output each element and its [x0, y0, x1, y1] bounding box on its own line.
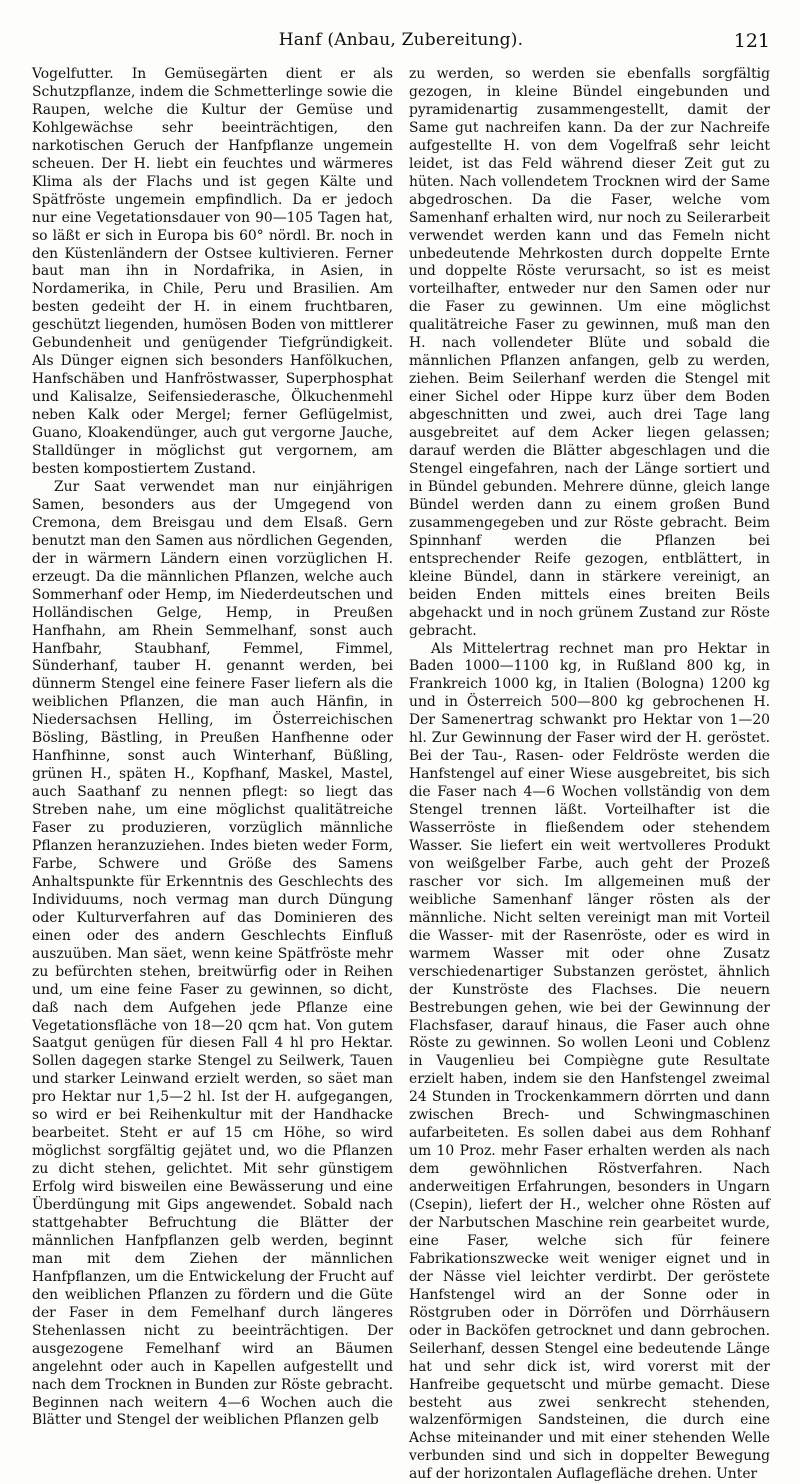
running-head: Hanf (Anbau, Zubereitung). [32, 30, 770, 50]
right-column [409, 66, 770, 1256]
page-number: 121 [734, 30, 770, 52]
paragraph: Zur Saat verwendet man nur einjährigen Samen, besonders aus der Umgegend von Cremona, dem Breisgau und dem Elsaß. Gern benutzt man den Samen aus nördlichen Gegenden, der in wärmern Ländern einen vorzüglichen H. erzeugt. Da die männlichen Pflanzen, welche auch Sommerhanf oder Hemp, im Niederdeutschen und Holländischen Gelge, Hemp, in Preußen Hanfhahn, am Rhein Semmelhanf, sonst auch Hanfbahr, Staubhanf, Femmel, Fimmel, Sünderhanf, tauber H. genannt werden, bei dünnerm Stengel eine feinere Faser liefern als die weiblichen Pflanzen, die man auch Hänfin, in Niedersachsen Helling, im Österreichischen Bösling, Bästling, in Preußen Hanfhenne oder Hanfhinne, sonst auch Winterhanf, Büßling, grünen H., späten H., Kopfhanf, Maskel, Mastel, auch Saathanf zu nennen pflegt: so liegt das Streben nahe, um eine möglichst qualitätreiche Faser zu produzieren, vorzüglich männliche Pflanzen heranzuziehen. Indes bieten weder Form, Farbe, Schwere und Größe des Samens Anhaltspunkte für Erkenntnis des Geschlechts des Individuums, noch vermag man durch Düngung oder Kulturverfahren auf das Dominieren des einen oder des andern Geschlechts Einfluß auszuüben. Man säet, wenn keine Spätfröste mehr zu befürchten stehen, breitwürfig oder in Reihen und, um eine feine Faser zu gewinnen, so dicht, daß nach dem Aufgehen jede Pflanze eine Vegetationsfläche von 18—20 qcm hat. Von gutem Saatgut genügen für diesen Fall 4 hl pro Hektar. Sollen dagegen starke Stengel zu Seilwerk, Tauen und starker Leinwand erzielt werden, so säet man pro Hektar nur 1,5—2 hl. Ist der H. aufgegangen, so wird er bei Reihenkultur mit der Handhacke bearbeitet. Steht er auf 15 cm Höhe, so wird möglichst sorgfältig gejätet und, wo die Pflanzen zu dicht stehen, gelichtet. Mit sehr günstigem Erfolg wird bisweilen eine Bewässerung und eine Überdüngung mit Gips angewendet. Sobald nach stattgehabter Befruchtung die Blätter der männlichen Hanfpflanzen gelb werden, beginnt man mit dem Ziehen der männlichen Hanfpflanzen, um die Entwickelung der Frucht auf den weiblichen Pflanzen zu fördern und die Güte der Faser in dem Femelhanf durch längeres Stehenlassen nicht zu beeinträchtigen. Der ausgezogene Femelhanf wird an Bäumen angelehnt oder auch in Kapellen aufgestellt und nach dem Trocknen in Bunden zur Röste gebracht. Beginnen nach weitern 4—6 Wochen auch die Blätter und Stengel der weiblichen Pflanzen gelb [32, 479, 393, 1431]
paragraph: Vogelfutter. In Gemüsegärten dient er als Schutzpflanze, indem die Schmetterlinge sowie die Raupen, welche die Kultur der Gemüse und Kohlgewächse sehr beeinträchtigen, den narkotischen Geruch der Hanfpflanze ungemein scheuen. Der H. liebt ein feuchtes und wärmeres Klima als der Flachs und ist gegen Kälte und Spätfröste ungemein empfindlich. Da er jedoch nur eine Vegetationsdauer von 90—105 Tagen hat, so läßt er sich in Europa bis 60° nördl. Br. noch in den Küstenländern der Ostsee kultivieren. Ferner baut man ihn in Nordafrika, in Asien, in Nordamerika, in Chile, Peru und Brasilien. Am besten gedeiht der H. in einem fruchtbaren, geschützt liegenden, humösen Boden von mittlerer Gebundenheit und genügender Tiefgründigkeit. Als Dünger eignen sich besonders Hanfölkuchen, Hanfschäben und Hanfröstwasser, Superphosphat und Kalisalze, Seifensiederasche, Ölkuchenmehl neben Kalk oder Mergel; ferner Geflügelmist, Guano, Kloakendünger, auch gut vergorne Jauche, Stalldünger in möglichst gut vergornem, am besten kompostiertem Zustand. [32, 66, 393, 479]
paragraph: Als Mittelertrag rechnet man pro Hektar in Baden 1000—1100 kg, in Rußland 800 kg, in Frankreich 1000 kg, in Italien (Bologna) 1200 kg und in Österreich 500—800 kg gebrochenen H. Der Samenertrag schwankt pro Hektar von 1—20 hl. Zur Gewinnung der Faser wird der H. geröstet. Bei der Tau-, Rasen- oder Feldröste werden die Hanfstengel auf einer Wiese ausgebreitet, bis sich die Faser nach 4—6 Wochen vollständig von dem Stengel trennen läßt. Vorteilhafter ist die Wasserröste in fließendem oder stehendem Wasser. Sie liefert ein weit wertvolleres Produkt von weißgelber Farbe, auch geht der Prozeß rascher vor sich. Im allgemeinen muß der weibliche Samenhanf länger rösten als der männliche. Nicht selten vereinigt man mit Vorteil die Wasser- mit der Rasenröste, oder es wird in warmem Wasser mit oder ohne Zusatz verschiedenartiger Substanzen geröstet, ähnlich der Kunströste des Flachses. Die neuern Bestrebungen gehen, wie bei der Gewinnung der Flachsfaser, darauf hinaus, die Faser auch ohne Röste zu gewinnen. So wollen Leoni und Coblenz in Vaugenlieu bei Compiègne gute Resultate erzielt haben, indem sie den Hanfstengel zweimal 24 Stunden in Trockenkammern dörrten und dann zwischen Brech- und Schwingmaschinen aufarbeiteten. Es sollen dabei aus dem Rohhanf um 10 Proz. mehr Faser erhalten werden als nach dem gewöhnlichen Röstverfahren. Nach anderweitigen Erfahrungen, besonders in Ungarn (Csepin), liefert der H., welcher ohne Rösten auf der Narbutschen Maschine rein gearbeitet wurde, eine Faser, welche sich für feinere Fabrikationszwecke weit weniger eignet und in der Nässe viel leichter verdirbt. Der geröstete Hanfstengel wird an der Sonne oder in Röstgruben oder in Dörröfen und Dörrhäusern oder in Backöfen getrocknet und dann gebrochen. Seilerhanf, dessen Stengel eine bedeutende Länge hat und sehr dick ist, wird vorerst mit der Hanfreibe gequetscht und mürbe gemacht. Diese besteht aus zwei senkrecht stehenden, walzenförmigen Sandsteinen, die durch eine Achse miteinander und mit einer stehenden Welle verbunden sind und sich in doppelter Bewegung auf der horizontalen Auflagefläche drehen. Unter [409, 641, 770, 1484]
left-column [32, 66, 393, 1256]
page-header [32, 30, 770, 58]
paragraph: zu werden, so werden sie ebenfalls sorgfältig gezogen, in kleine Bündel eingebunden und pyramidenartig zusammengestellt, damit der Same gut nachreifen kann. Da der zur Nachreife aufgestellte H. von dem Vogelfraß sehr leicht leidet, ist das Feld während dieser Zeit gut zu hüten. Nach vollendetem Trocknen wird der Same abgedroschen. Da die Faser, welche vom Samenhanf erhalten wird, nur noch zu Seilerarbeit verwendet werden kann und das Femeln nicht unbedeutende Mehrkosten durch doppelte Ernte und doppelte Röste verursacht, so ist es meist vorteilhafter, entweder nur den Samen oder nur die Faser zu gewinnen. Um eine möglichst qualitätreiche Faser zu gewinnen, muß man den H. nach vollendeter Blüte und sobald die männlichen Pflanzen anfangen, gelb zu werden, ziehen. Beim Seilerhanf werden die Stengel mit einer Sichel oder Hippe kurz über dem Boden abgeschnitten und zwei, auch drei Tage lang ausgebreitet auf dem Acker liegen gelassen; darauf werden die Blätter abgeschlagen und die Stengel eingefahren, nach der Länge sortiert und in Bündel gebunden. Mehrere dünne, gleich lange Bündel werden dann zu einem großen Bund zusammengegeben und zur Röste gebracht. Beim Spinnhanf werden die Pflanzen bei entsprechender Reife gezogen, entblättert, in kleine Bündel, dann in stärkere vereinigt, an beiden Enden mittels eines breiten Beils abgehackt und in noch grünem Zustand zur Röste gebracht. [409, 66, 770, 641]
